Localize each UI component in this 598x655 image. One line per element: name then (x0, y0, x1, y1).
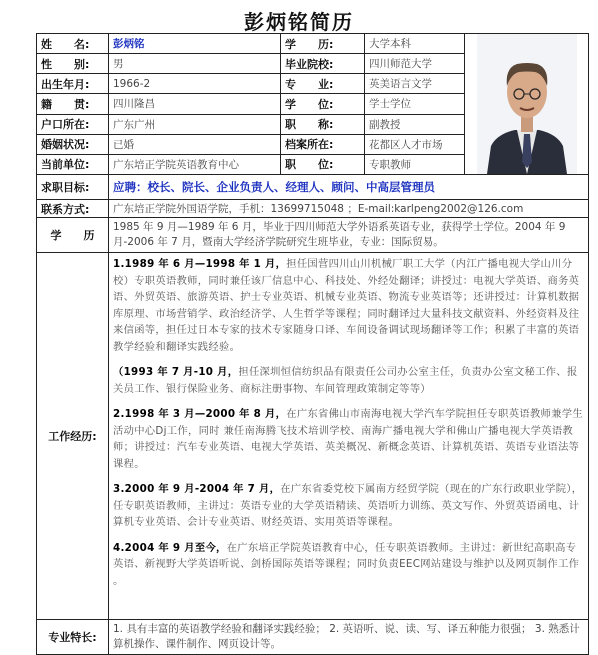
skills-value: 1. 具有丰富的英语教学经验和翻译实践经验； 2. 英语听、说、读、写、译五种能力很强； 3. 熟悉计算机操作、课件制作、网页设计等。 (109, 620, 589, 655)
target-label: 求职目标: (37, 175, 109, 200)
degree-label: 学 位: (281, 94, 365, 114)
target-value: 应聘：校长、院长、企业负责人、经理人、顾问、中高层管理员 (109, 175, 589, 200)
work-entry-1-body: 担任国营四川山川机械厂职工大学（内江广播电视大学山川分校）专职英语教师，同时兼任该厂信息中心、科技处、外经处翻译；讲授过：电视大学英语、商务英语、外贸英语、旅游英语、护士专业英语、机械专业英语、物流专业英语等；还讲授过：计算机数据库原理、市场营销学、政治经济学、人生哲学等课程；同时翻译过大量科技文献资料、外经资料及往来信函等，担任过日本专家的技术专家随身口译、车间设备调试现场翻译等工作；积累了丰富的英语教学经验和翻译实践经验。 (113, 258, 580, 353)
contact-value: 广东培正学院外国语学院，手机：13699715048 ；E-mail:karlpeng2002@126.com (109, 200, 589, 218)
employer-value: 广东培正学院英语教育中心 (109, 154, 281, 174)
work-entry-2 (113, 364, 584, 397)
work-entry-2-body: 担任深圳恒信纺织品有限责任公司办公室主任，负责办公室文秘工作、报关员工作、银行保险业务、商标注册事物、车间管理政策制定等等） (113, 366, 578, 395)
birth-value: 1966-2 (109, 74, 281, 94)
hukou-value: 广东广州 (109, 114, 281, 134)
work-entry-5 (113, 540, 584, 590)
page-title: 彭炳铭简历 (244, 10, 354, 34)
work-label: 工作经历: (37, 253, 109, 620)
hukou-label: 户口所在: (37, 114, 109, 134)
school-value: 四川师范大学 (365, 54, 465, 74)
degree-value: 学士学位 (365, 94, 465, 114)
resume-table (36, 33, 589, 655)
work-entry-1 (113, 256, 584, 355)
employer-label: 当前单位: (37, 154, 109, 174)
origin-value: 四川隆昌 (109, 94, 281, 114)
contact-label: 联系方式: (37, 200, 109, 218)
work-entry-3 (113, 406, 584, 472)
edu-history-value: 1985 年 9 月—1989 年 6 月，毕业于四川师范大学外语系英语专业，获得学士学位。2004 年 9 月-2006 年 7 月，暨南大学经济学院研究生班毕业，专业：国际贸易。 (109, 218, 589, 253)
work-entry-4-head: 3.2000 年 9 月-2004 年 7 月， (113, 483, 281, 495)
major-value: 英美语言文学 (365, 74, 465, 94)
work-entry-3-head: 2.1998 年 3 月—2000 年 8 月， (113, 408, 287, 420)
work-entry-3-body: 在广东省佛山市南海电视大学汽车学院担任专职英语教师兼学生活动中心Dj工作，同时 兼任南海腾飞技术培训学校、南海广播电视大学和佛山广播电视大学英语教师；讲授过：汽车专业英语、电视大学英语、英美概况、新概念英语、计算机英语、英语专业语法等课程。 (113, 408, 583, 470)
position-value: 专职教师 (365, 154, 465, 174)
origin-label: 籍 贯: (37, 94, 109, 114)
work-entry-4-body: 在广东省委党校下属南方经贸学院（现在的广东行政职业学院），任专职英语教师，主讲过：英语专业的大学英语精读、英语听力训练、英文写作、外贸英语函电、计算机专业英语、会计专业英语、财经英语、实用英语等课程。 (113, 483, 583, 528)
work-entry-5-body: 在广东培正学院英语教育中心，任专职英语教师。主讲过：新世纪高职高专英语、新视野大学英语听说、剑桥国际英语等课程；同时负责EEC网站建设与维护以及网页制作工作 。 (113, 541, 580, 587)
name-value: 彭炳铭 (109, 34, 281, 54)
profile-photo (477, 34, 577, 174)
work-entry-2-head: （1993 年 7 月-10 月， (113, 366, 239, 378)
work-entry-1-head: 1.1989 年 6 月—1998 年 1 月， (113, 258, 287, 270)
professional-title-value: 副教授 (365, 114, 465, 134)
photo-cell (465, 34, 589, 175)
gender-label: 性 别: (37, 54, 109, 74)
skills-label: 专业特长: (37, 620, 109, 655)
gender-value: 男 (109, 54, 281, 74)
education-value: 大学本科 (365, 34, 465, 54)
name-label: 姓 名: (37, 34, 109, 54)
work-entry-4 (113, 481, 584, 531)
professional-title-label: 职 称: (281, 114, 365, 134)
school-label: 毕业院校: (281, 54, 365, 74)
education-label: 学 历: (281, 34, 365, 54)
work-entry-5-head: 4.2004 年 9 月至今， (113, 541, 227, 554)
birth-label: 出生年月: (37, 74, 109, 94)
position-label: 职 位: (281, 154, 365, 174)
edu-history-label: 学 历 (37, 218, 109, 253)
work-history (109, 253, 589, 620)
marital-label: 婚姻状况: (37, 134, 109, 154)
major-label: 专 业: (281, 74, 365, 94)
archive-label: 档案所在: (281, 134, 365, 154)
marital-value: 已婚 (109, 134, 281, 154)
archive-value: 花都区人才市场 (365, 134, 465, 154)
